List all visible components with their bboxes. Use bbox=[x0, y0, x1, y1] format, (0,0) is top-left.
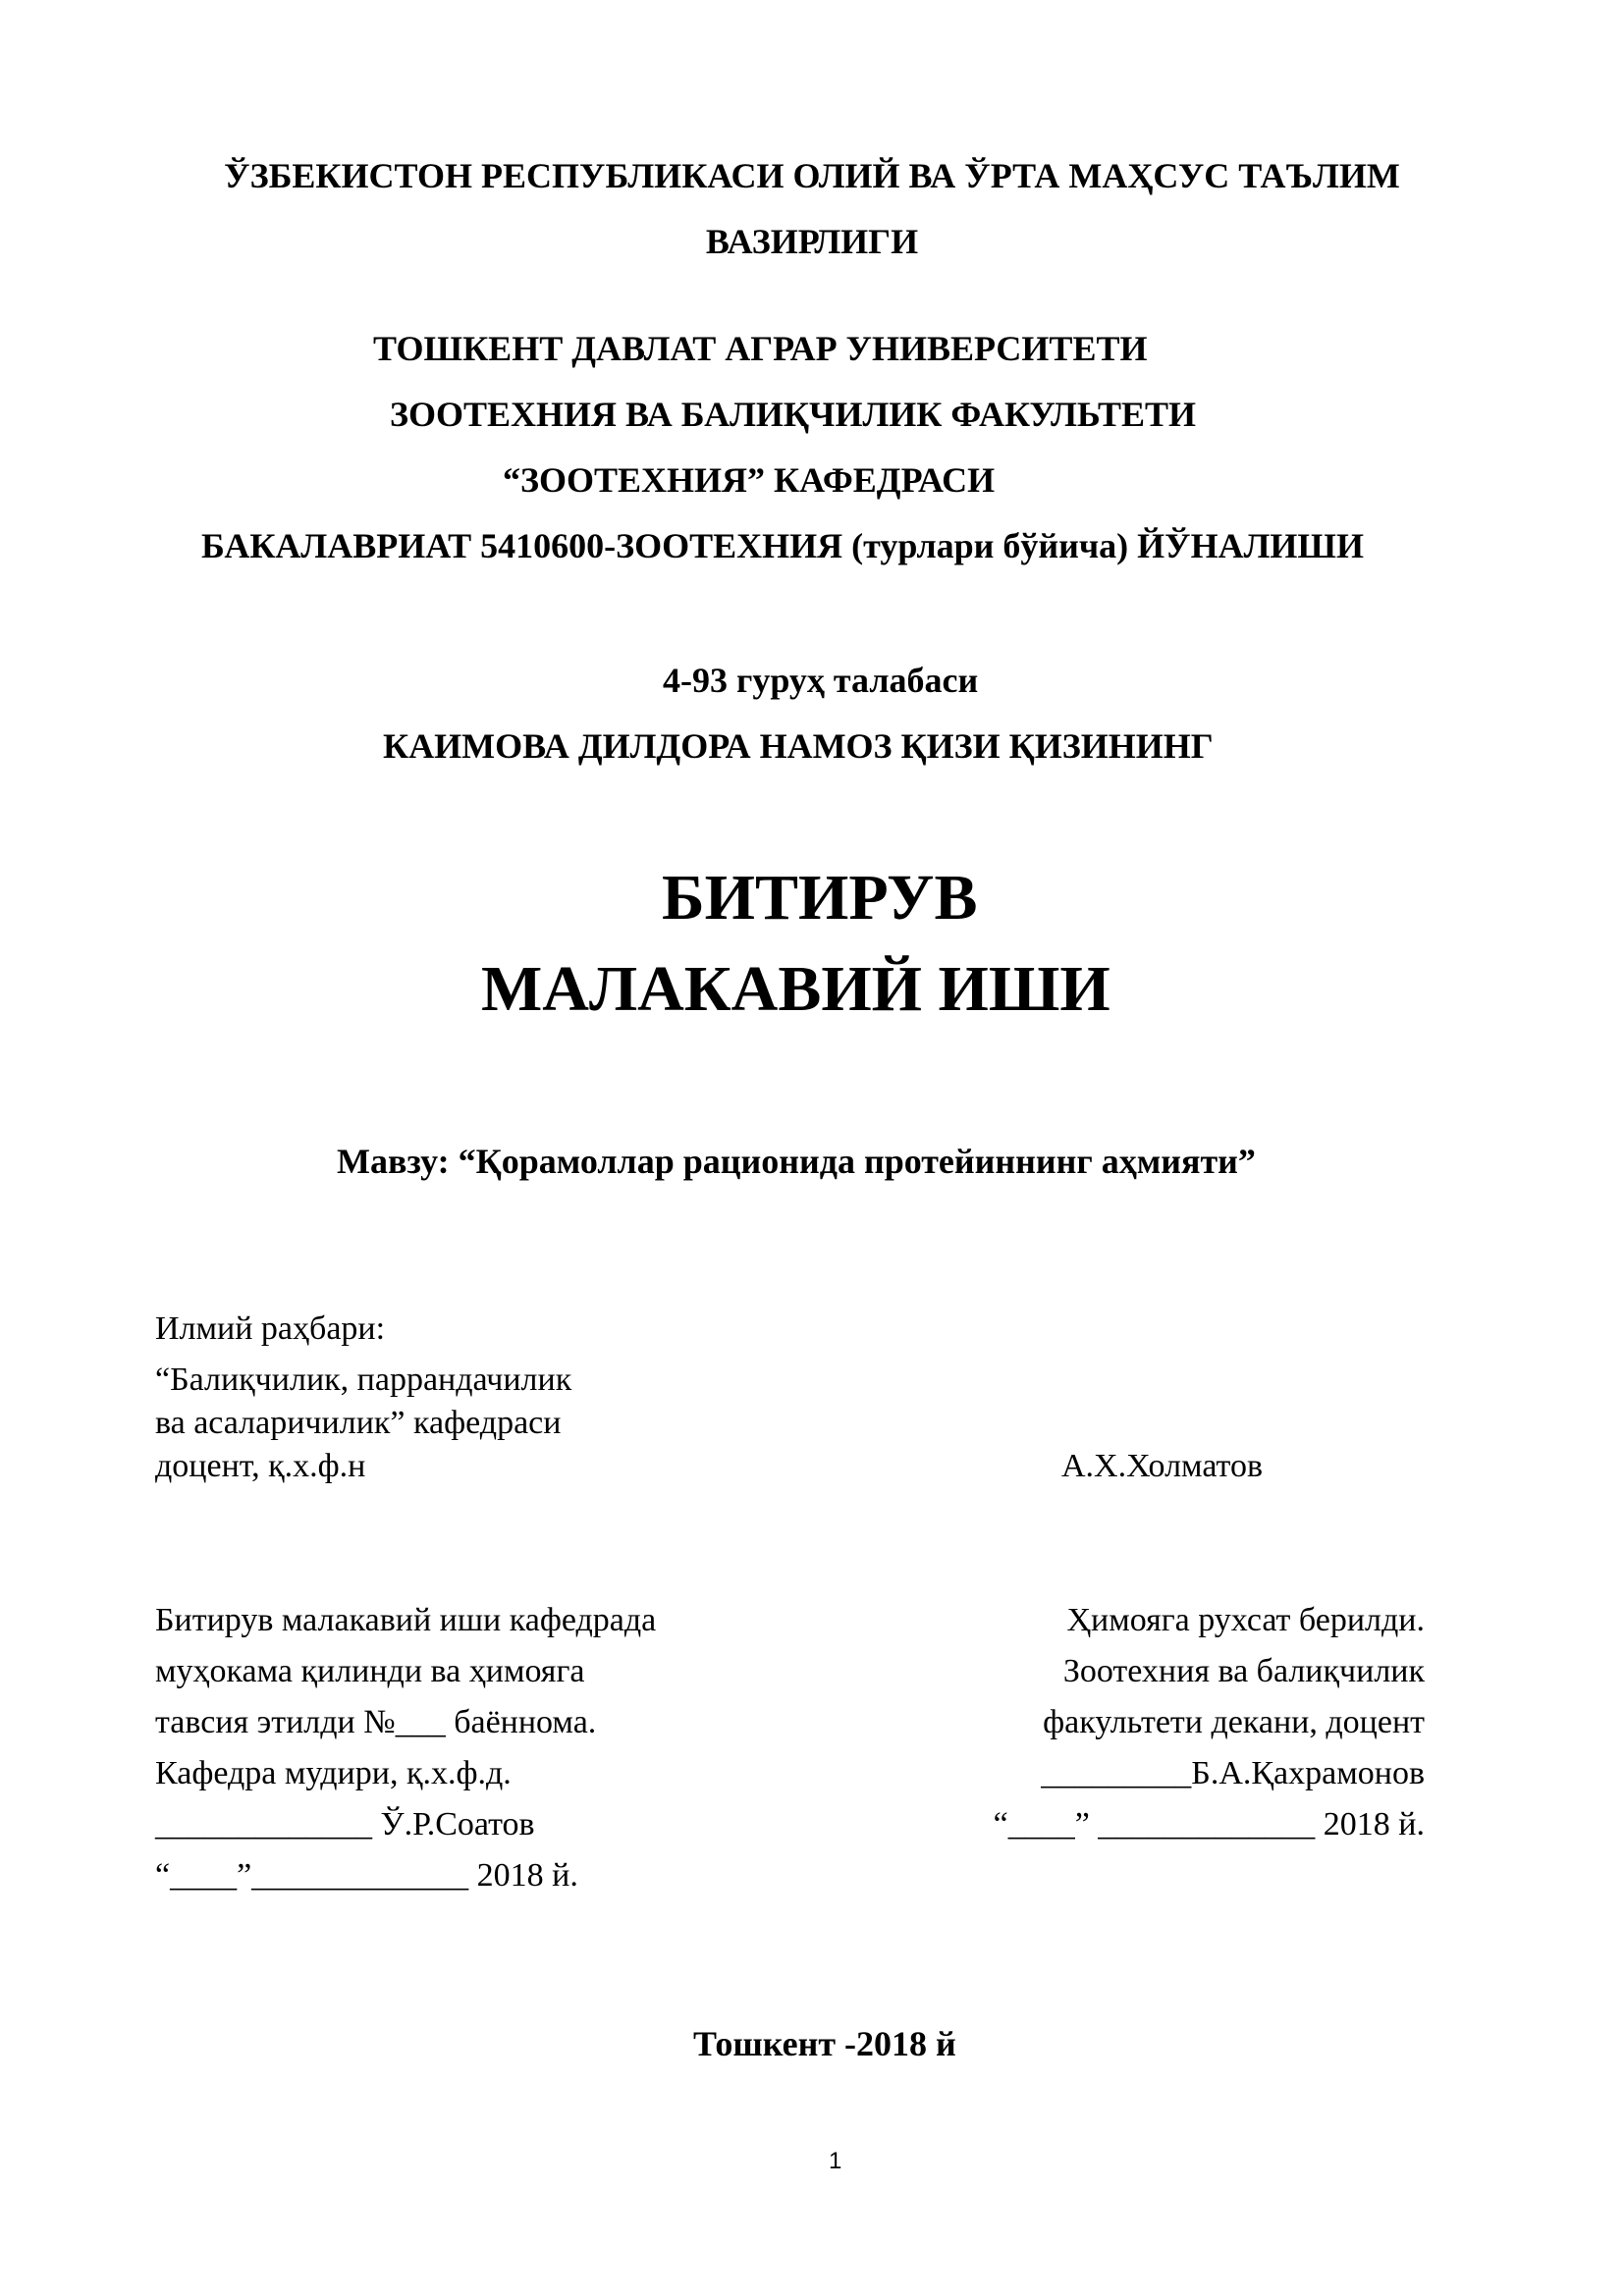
right-approval-line-2: Зоотехния ва балиқчилик bbox=[1062, 1653, 1425, 1689]
program-name: БАКАЛАВРИАТ 5410600-ЗООТЕХНИЯ (турлари бўйича) ЙЎНАЛИШИ bbox=[201, 526, 1364, 565]
left-approval-line-6: “____”_____________ 2018 й. bbox=[155, 1857, 578, 1894]
left-approval-line-1: Битирув малакавий иши кафедрада bbox=[155, 1602, 657, 1638]
ministry-line-2: ВАЗИРЛИГИ bbox=[705, 222, 919, 261]
left-approval-line-2: муҳокама қилинди ва ҳимояга bbox=[155, 1653, 585, 1689]
supervisor-dept-line-2: ва асаларичилик” кафедраси bbox=[155, 1405, 562, 1441]
supervisor-dept-line-1: “Балиқчилик, паррандачилик bbox=[155, 1362, 572, 1398]
department-name: “ЗООТЕХНИЯ” КАФЕДРАСИ bbox=[503, 460, 996, 500]
right-approval-line-1: Ҳимояга рухсат берилди. bbox=[1066, 1602, 1425, 1638]
page-number: 1 bbox=[829, 2148, 842, 2174]
work-topic: Мавзу: “Қорамоллар рационида протейиннинг аҳмияти” bbox=[337, 1142, 1256, 1181]
right-approval-line-3: факультети декани, доцент bbox=[1043, 1704, 1425, 1740]
place-and-year: Тошкент -2018 й bbox=[693, 2024, 956, 2063]
student-group: 4-93 гуруҳ талабаси bbox=[663, 661, 979, 700]
supervisor-label: Илмий раҳбари: bbox=[155, 1310, 386, 1347]
right-approval-line-4: _________Б.А.Қахрамонов bbox=[1041, 1755, 1425, 1791]
ministry-line-1: ЎЗБЕКИСТОН РЕСПУБЛИКАСИ ОЛИЙ ВА ЎРТА МАҲСУС ТАЪЛИМ bbox=[224, 156, 1400, 195]
faculty-name: ЗООТЕХНИЯ ВА БАЛИҚЧИЛИК ФАКУЛЬТЕТИ bbox=[390, 395, 1197, 434]
left-approval-line-4: Кафедра мудири, қ.х.ф.д. bbox=[155, 1755, 512, 1791]
work-title-line-2: МАЛАКАВИЙ ИШИ bbox=[481, 953, 1110, 1025]
supervisor-position: доцент, қ.х.ф.н bbox=[155, 1448, 366, 1484]
left-approval-line-5: _____________ Ў.Р.Соатов bbox=[155, 1806, 535, 1842]
supervisor-name: А.Х.Холматов bbox=[1061, 1448, 1263, 1484]
right-approval-line-5: “____” _____________ 2018 й. bbox=[993, 1806, 1425, 1842]
university-name: ТОШКЕНТ ДАВЛАТ АГРАР УНИВЕРСИТЕТИ bbox=[373, 329, 1148, 368]
student-name: КАИМОВА ДИЛДОРА НАМОЗ ҚИЗИ ҚИЗИНИНГ bbox=[383, 726, 1214, 766]
left-approval-line-3: тавсия этилди №___ баённома. bbox=[155, 1704, 597, 1740]
work-title-line-1: БИТИРУВ bbox=[662, 862, 978, 934]
